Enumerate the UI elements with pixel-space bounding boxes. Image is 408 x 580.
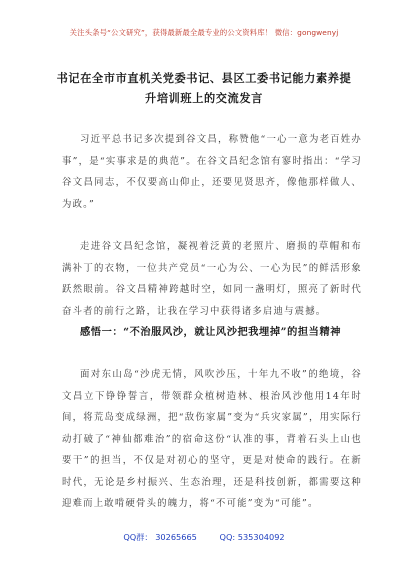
document-title (40, 68, 368, 108)
section-heading: 感悟一：“不治服风沙，就让风沙把我埋掉”的担当精神 (80, 326, 342, 338)
footer-qq: QQ: 535304092 (219, 532, 285, 542)
title-line-2: 升培训班上的交流发言 (145, 91, 263, 105)
title-line-1: 书记在全市市直机关党委书记、县区工委书记能力素养提 (56, 71, 352, 85)
header-banner: 关注头条号“公文研究”，获得最新最全最专业的公文资料库！ 微信：gongwenyj (69, 28, 339, 37)
paragraph-1: 习近平总书记多次提到谷文昌，称赞他“一心一意为老百姓办事”，是“实事求是的典范”。在谷文昌纪念馆有寥时指出：“学习谷文昌同志，不仅要高山仰止，还要见贤思齐，像他那样做人、为政。” (62, 134, 362, 210)
paragraph-3: 面对东山岛“沙虎无情，风吹沙压，十年九不收”的绝境，谷文昌立下铮铮誓言，带领群众植树造林、根治风沙他用14年时间，将荒岛变成绿洲，把“敌伤家属”变为“兵灾家属”，用实际行动打破了“神仙都难治”的宿命这份“认准的事，背着石头上山也要干”的担当，不仅是对初心的坚守，更是对使命的践行。在新时代，无论是乡村振兴、生态治理，还是科技创新，都需要这种迎难而上敢啃硬骨头的魄力，将“不可能”变为“可能”。 (62, 369, 362, 509)
paragraph-2: 走进谷文昌纪念馆，凝视着泛黄的老照片、磨损的草帽和布满补丁的衣物，一位共产党员“一心为公、一心为民”的鲜活形象跃然眼前。谷文昌精神跨越时空，如同一盏明灯，照亮了新时代奋斗者的前行之路，让我在学习中获得诸多启迪与震撼。 (62, 241, 362, 317)
footer (0, 532, 408, 543)
footer-qq-group: QQ群： 30265665 (123, 532, 197, 542)
